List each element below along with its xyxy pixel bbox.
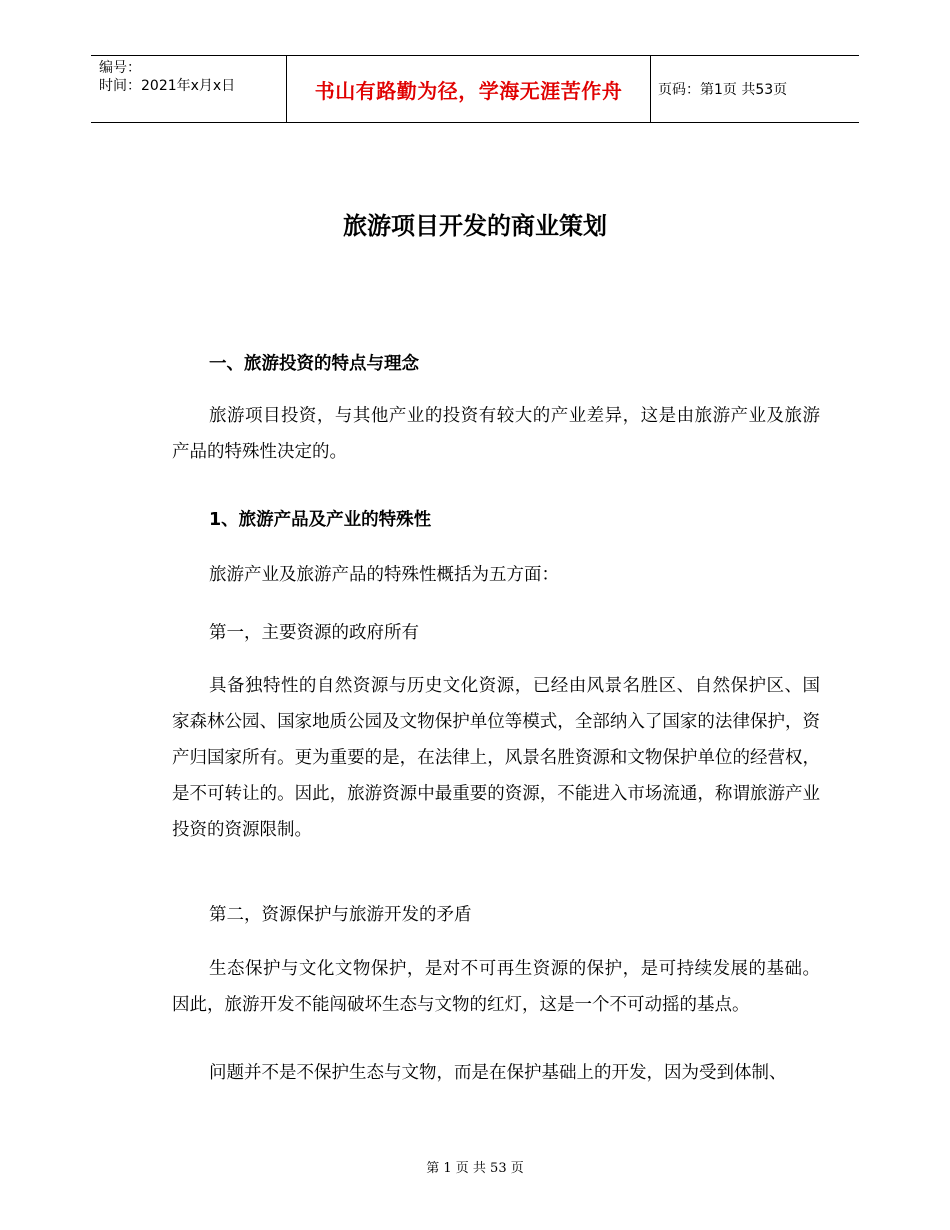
document-number-label: 编号： [99,60,141,76]
point-1-heading: 第一，主要资源的政府所有 [209,623,419,643]
section-heading: 一、旅游投资的特点与理念 [209,354,419,374]
document-time-label: 时间：2021年x月x日 [99,78,236,94]
point-2-heading: 第二，资源保护与旅游开发的矛盾 [209,905,472,925]
header-meta [91,56,286,122]
motto-text: 书山有路勤为径，学海无涯苦作舟 [314,78,623,103]
point-2-paragraph-continued: 问题并不是不保护生态与文物，而是在保护基础上的开发，因为受到体制、 [209,1063,787,1083]
page-footer: 第 1 页 共 53 页 [426,1161,524,1176]
document-title: 旅游项目开发的商业策划 [343,212,607,240]
header-page-info: 页码：第1页 共53页 [658,82,788,98]
subsection-heading: 1、旅游产品及产业的特殊性 [209,510,432,530]
document-header [91,55,859,123]
subsection-lead: 旅游产业及旅游产品的特殊性概括为五方面： [209,565,559,585]
point-2-paragraph: 生态保护与文化文物保护，是对不可再生资源的保护，是可持续发展的基础。因此，旅游开发不能闯破坏生态与文物的红灯，这是一个不可动摇的基点。 [172,959,820,1015]
header-page-cell [650,56,859,122]
header-motto-cell [286,56,651,122]
point-1-paragraph: 具备独特性的自然资源与历史文化资源，已经由风景名胜区、自然保护区、国家森林公园、国家地质公园及文物保护单位等模式，全部纳入了国家的法律保护，资产归国家所有。更为重要的是，在法律上，风景名胜资源和文物保护单位的经营权，是不可转让的。因此，旅游资源中最重要的资源，不能进入市场流通，称谓旅游产业投资的资源限制。 [172,676,820,840]
intro-paragraph: 旅游项目投资，与其他产业的投资有较大的产业差异，这是由旅游产业及旅游产品的特殊性决定的。 [172,406,820,462]
